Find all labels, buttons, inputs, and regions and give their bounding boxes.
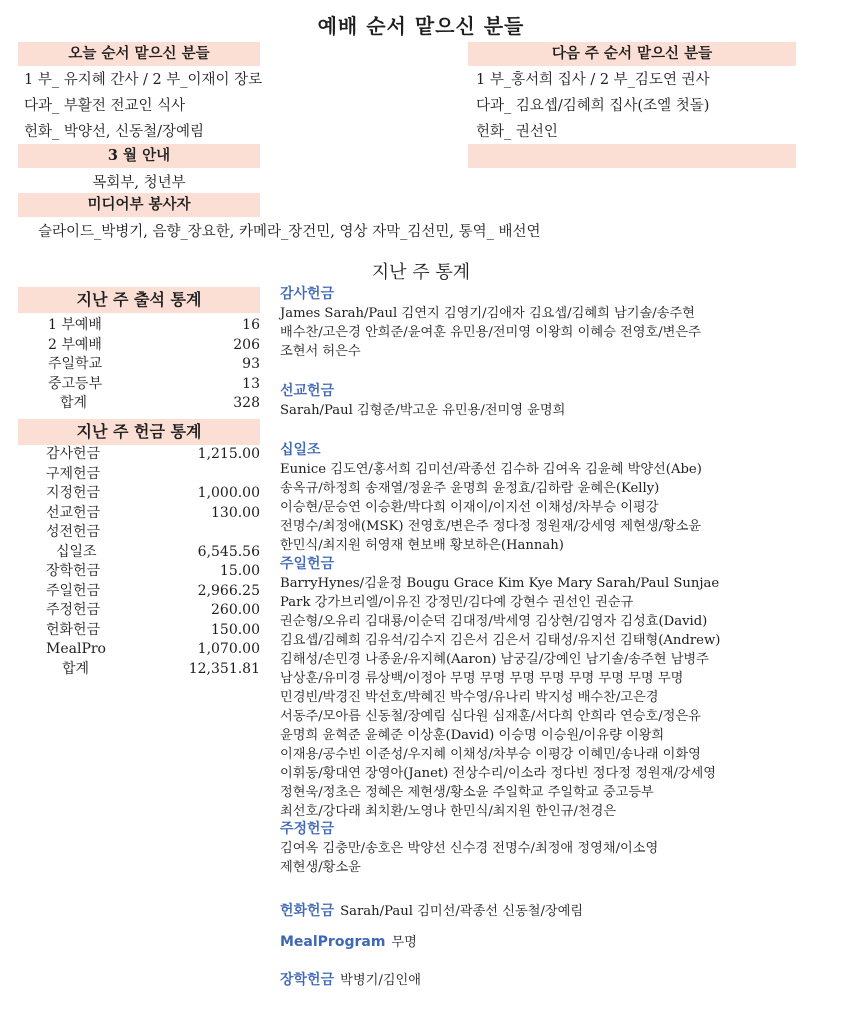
page-title: 예배 순서 맡으신 분들 bbox=[317, 14, 525, 38]
attendance-value: 328 bbox=[233, 395, 260, 411]
donors-scholarship bbox=[280, 969, 828, 989]
march-text: 목회부, 청년부 bbox=[92, 175, 186, 191]
attendance-value: 16 bbox=[242, 317, 260, 333]
donors-mission bbox=[280, 382, 828, 420]
attendance-label: 1 부예배 bbox=[48, 317, 102, 333]
offering-label: 구제헌금 bbox=[46, 465, 101, 482]
offering-value bbox=[260, 465, 262, 485]
next-week-line-3: 헌화_ 권선인 bbox=[476, 124, 558, 140]
offering-label: 합계 bbox=[62, 660, 90, 677]
offering-label: MealPro bbox=[46, 641, 106, 657]
media-text: 슬라이드_박병기, 음향_장요한, 카메라_장건민, 영상 자막_김선민, 통역_ 배선연 bbox=[38, 224, 541, 240]
attendance-header: 지난 주 출석 통계 bbox=[18, 287, 260, 313]
donors-thanks-list: James Sarah/Paul 김연지 김영기/김애자 김요셉/김혜희 남기솔/송주현 배수찬/고은경 안희준/윤여훈 유민용/전미영 이왕희 이혜승 전영호/변은주 조현서 허은수 bbox=[280, 306, 701, 359]
donors-thanks-title: 감사헌금 bbox=[280, 286, 335, 302]
next-week-empty-bar bbox=[468, 144, 796, 168]
donors-sunday bbox=[280, 555, 828, 821]
offering-total-row bbox=[18, 660, 262, 680]
offering-label: 지정헌금 bbox=[46, 485, 101, 501]
offering-value: 1,000.00 bbox=[197, 485, 260, 501]
offering-row bbox=[18, 484, 262, 504]
attendance-label: 주일학교 bbox=[48, 356, 103, 372]
donors-weekday bbox=[280, 820, 828, 877]
offering-value: 15.00 bbox=[219, 563, 260, 579]
donors-tithe-title: 십일조 bbox=[280, 442, 321, 458]
offering-row bbox=[18, 504, 262, 524]
donors-scholarship-title: 장학헌금 bbox=[280, 972, 335, 988]
today-line-3: 헌화_ 박양선, 신동철/장예림 bbox=[24, 124, 205, 140]
attendance-label: 2 부예배 bbox=[48, 336, 102, 353]
next-week-line-1: 1 부_홍서희 집사 / 2 부_김도연 권사 bbox=[476, 72, 710, 88]
attendance-row bbox=[18, 375, 262, 395]
offering-row bbox=[18, 582, 262, 602]
offering-value: 150.00 bbox=[211, 621, 260, 638]
donors-weekday-title: 주정헌금 bbox=[280, 821, 335, 837]
offering-row bbox=[18, 465, 262, 485]
offering-row bbox=[18, 445, 262, 465]
donors-meal bbox=[280, 931, 828, 950]
today-line-1: 1 부_ 유지혜 간사 / 2 부_이재이 장로 bbox=[24, 72, 263, 88]
donors-mission-title: 선교헌금 bbox=[280, 383, 335, 399]
donors-flower bbox=[280, 900, 828, 920]
donors-tithe bbox=[280, 441, 828, 555]
donors-weekday-list: 김여옥 김충만/송호은 박양선 신수경 전명수/최정애 정영채/이소영 제현생/황소윤 bbox=[280, 841, 659, 875]
offering-row bbox=[18, 640, 262, 660]
offering-label: 주정헌금 bbox=[46, 602, 101, 618]
offering-table bbox=[18, 445, 262, 679]
offering-label: 장학헌금 bbox=[46, 563, 101, 579]
offering-label: 헌화헌금 bbox=[46, 621, 101, 638]
offering-row bbox=[18, 543, 262, 563]
offering-value: 12,351.81 bbox=[188, 660, 260, 677]
attendance-value: 13 bbox=[242, 375, 260, 392]
donors-sunday-title: 주일헌금 bbox=[280, 556, 335, 572]
next-week-header: 다음 주 순서 맡으신 분들 bbox=[468, 42, 796, 66]
march-header: 3 월 안내 bbox=[18, 144, 260, 168]
donors-flower-list: Sarah/Paul 김미선/곽종선 신동철/장예림 bbox=[340, 904, 584, 919]
donors-mission-list: Sarah/Paul 김형준/박고운 유민용/전미영 윤명희 bbox=[280, 403, 566, 418]
today-line-2: 다과_ 부활전 전교인 식사 bbox=[24, 98, 186, 114]
donors-sunday-list: BarryHynes/김윤정 Bougu Grace Kim Kye Mary Sarah/Paul Sunjae Park 강가브리엘/이유진 강정민/김다예 강현수 권선인 권순규 권순형/오유리 김대룡/이순덕 김대정/박세영 김상현/김영자 김성효(David) 김요셉/김혜희 김유석/김수지 김은서 김은서 김태성/유지선 김태형(Andrew) 김해성/손민경 나종윤/유지혜(Aaron) 남궁길/강예인 남기솔/송주현 남병주 남상훈/유미경 류상백/이정아 무명 무명 무명 무명 무명 무명 무명 무명 민경빈/박경진 박선호/박혜진 박수영/유나리 박지성 배수찬/고은경 서동주/모아름 신동철/장예림 심다원 심재훈/서다희 안희라 연승호/정은유 윤명희 윤혁준 윤혜준 이상훈(David) 이승명 이승원/이유량 이왕희 이재용/공수빈 이준성/우지혜 이채성/차부승 이평강 이혜민/송나래 이화영 이휘동/황대연 장영아(Janet) 전상수리/이소라 정다빈 정다정 정원재/강세영 정현욱/정초은 정혜은 제현생/황소윤 주일학교 주일학교 중고등부 최선호/강다래 최치환/노영나 한민식/최지원 한인규/천경은 bbox=[280, 576, 721, 819]
offering-value: 130.00 bbox=[211, 504, 260, 521]
donors-scholarship-list: 박병기/김인애 bbox=[340, 973, 421, 988]
donors-meal-title: MealProgram bbox=[280, 934, 386, 950]
stats-title: 지난 주 통계 bbox=[371, 262, 471, 283]
offering-value: 1,070.00 bbox=[197, 641, 260, 657]
offering-label: 선교헌금 bbox=[46, 504, 101, 521]
attendance-value: 206 bbox=[233, 336, 260, 353]
donors-flower-title: 헌화헌금 bbox=[280, 903, 335, 919]
offering-label: 성전헌금 bbox=[46, 524, 101, 540]
attendance-total-row bbox=[18, 394, 262, 414]
offering-row bbox=[18, 523, 262, 543]
offering-value bbox=[260, 523, 262, 543]
offering-value: 2,966.25 bbox=[197, 582, 260, 599]
offering-value: 260.00 bbox=[211, 602, 260, 618]
next-week-line-2: 다과_ 김요셉/김혜희 집사(조엘 첫돌) bbox=[476, 98, 710, 114]
offering-value: 6,545.56 bbox=[197, 543, 260, 560]
offering-row bbox=[18, 562, 262, 582]
offering-label: 주일헌금 bbox=[46, 582, 101, 599]
offering-row bbox=[18, 621, 262, 641]
attendance-label: 중고등부 bbox=[48, 375, 103, 392]
attendance-table bbox=[18, 316, 262, 414]
offering-label: 감사헌금 bbox=[46, 446, 101, 462]
attendance-row bbox=[18, 355, 262, 375]
today-header: 오늘 순서 맡으신 분들 bbox=[18, 42, 260, 66]
attendance-row bbox=[18, 336, 262, 356]
attendance-row bbox=[18, 316, 262, 336]
donors-meal-list: 무명 bbox=[391, 935, 417, 950]
attendance-label: 합계 bbox=[60, 395, 88, 411]
donors-thanks bbox=[280, 285, 828, 361]
media-header: 미디어부 봉사자 bbox=[18, 193, 260, 217]
offering-label: 십일조 bbox=[56, 543, 97, 560]
offering-row bbox=[18, 601, 262, 621]
attendance-value: 93 bbox=[242, 356, 260, 372]
donors-tithe-list: Eunice 김도연/홍서희 김미선/곽종선 김수하 김여옥 김윤혜 박양선(Abe) 송옥규/하정희 송재열/정윤주 윤명희 윤정효/김하람 윤혜은(Kelly) 이승현/문승연 이승환/박다희 이재이/이지선 이채성/차부승 이평강 전명수/최정애(MSK) 전영호/변은주 정다정 정원재/강세영 제현생/황소윤 한민식/최지원 허영재 현보배 황보하은(Hannah) bbox=[280, 462, 702, 553]
offering-value: 1,215.00 bbox=[197, 446, 260, 462]
offering-header: 지난 주 헌금 통계 bbox=[18, 419, 260, 445]
